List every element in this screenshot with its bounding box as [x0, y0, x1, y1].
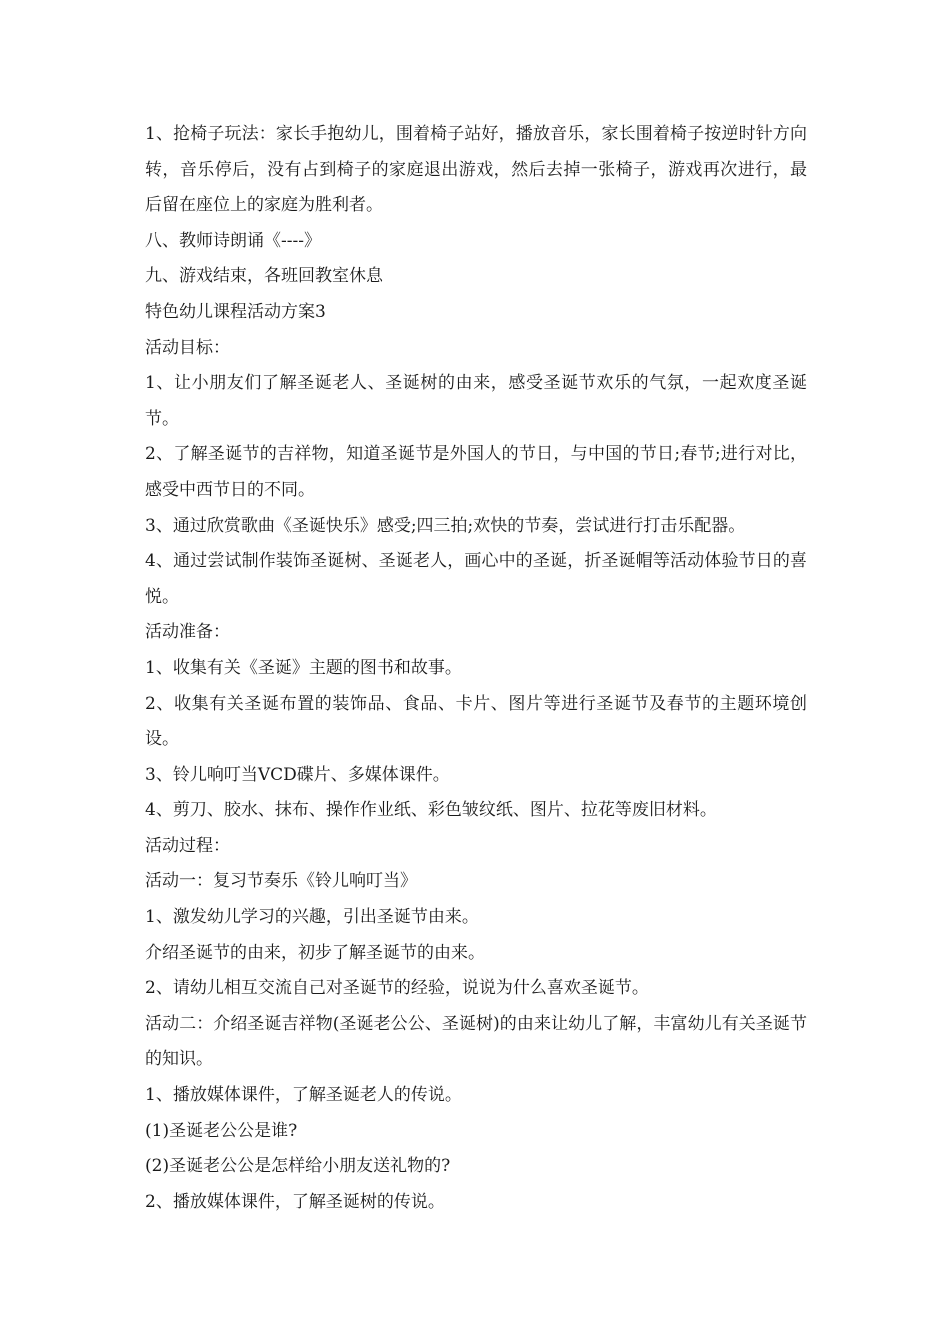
section-heading: 九、游戏结束，各班回教室休息: [145, 266, 383, 287]
list-item: 1、播放媒体课件，了解圣诞老人的传说。: [145, 1085, 462, 1106]
list-item: 2、请幼儿相互交流自己对圣诞节的经验，说说为什么喜欢圣诞节。: [145, 978, 649, 999]
list-item: 1、收集有关《圣诞》主题的图书和故事。: [145, 657, 462, 678]
section-heading: 活动目标：: [145, 337, 230, 358]
document-body: [145, 117, 807, 1220]
section-heading: 活动准备：: [145, 622, 230, 643]
list-item: 1、激发幼儿学习的兴趣，引出圣诞节由来。: [145, 907, 479, 928]
list-item: (2)圣诞老公公是怎样给小朋友送礼物的?: [145, 1156, 451, 1177]
list-item: 3、通过欣赏歌曲《圣诞快乐》感受;四三拍;欢快的节奏，尝试进行打击乐配器。: [145, 515, 746, 536]
list-item: 1、让小朋友们了解圣诞老人、圣诞树的由来，感受圣诞节欢乐的气氛，一起欢度圣诞节。: [145, 373, 807, 429]
list-item: 2、收集有关圣诞布置的装饰品、食品、卡片、图片等进行圣诞节及春节的主题环境创设。: [145, 693, 807, 750]
list-item: 2、播放媒体课件，了解圣诞树的传说。: [145, 1191, 445, 1212]
body-paragraph: 1、抢椅子玩法：家长手抱幼儿，围着椅子站好，播放音乐，家长围着椅子按逆时针方向转，音乐停后，没有占到椅子的家庭退出游戏，然后去掉一张椅子，游戏再次进行，最后留在座位上的家庭为胜利者。: [145, 124, 807, 216]
list-item: 3、铃儿响叮当VCD碟片、多媒体课件。: [145, 764, 450, 785]
section-heading: 八、教师诗朗诵《----》: [145, 230, 321, 251]
body-paragraph: 介绍圣诞节的由来，初步了解圣诞节的由来。: [145, 942, 485, 963]
list-item: 4、通过尝试制作装饰圣诞树、圣诞老人，画心中的圣诞，折圣诞帽等活动体验节日的喜悦。: [145, 551, 807, 607]
subsection-heading: 活动一：复习节奏乐《铃儿响叮当》: [145, 871, 417, 892]
section-heading: 活动过程：: [145, 835, 230, 856]
list-item: 4、剪刀、胶水、抹布、操作作业纸、彩色皱纹纸、图片、拉花等废旧材料。: [145, 800, 717, 821]
list-item: 2、了解圣诞节的吉祥物，知道圣诞节是外国人的节日，与中国的节日;春节;进行对比，感受中西节日的不同。: [145, 444, 807, 500]
document-title: 特色幼儿课程活动方案3: [145, 301, 326, 322]
subsection-heading: 活动二：介绍圣诞吉祥物(圣诞老公公、圣诞树)的由来让幼儿了解，丰富幼儿有关圣诞节的知识。: [145, 1013, 807, 1070]
list-item: (1)圣诞老公公是谁?: [145, 1120, 298, 1141]
